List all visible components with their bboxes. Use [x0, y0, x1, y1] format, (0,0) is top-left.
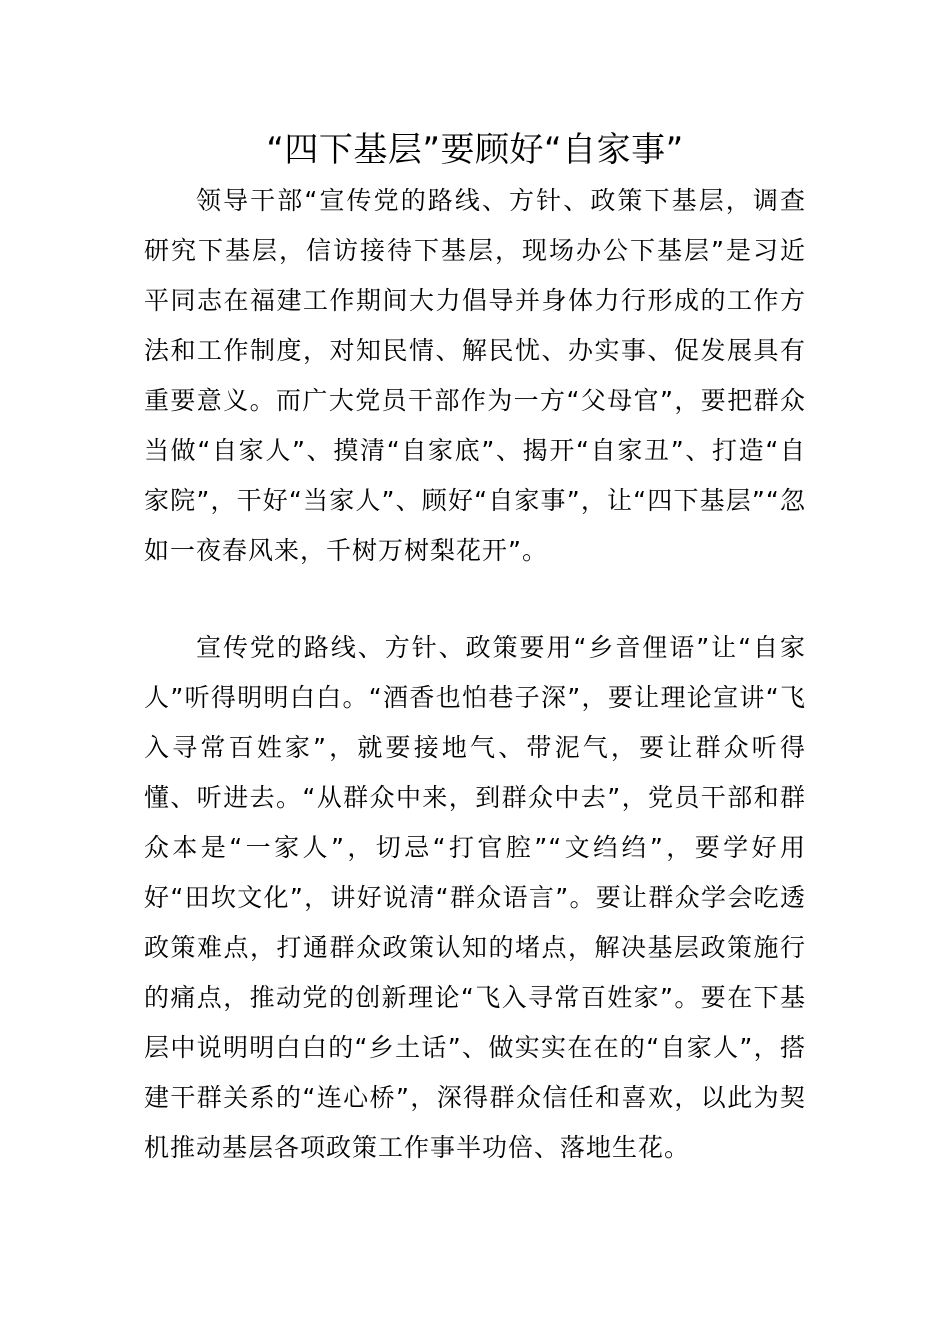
paragraph-2: 宣传党的路线、方针、政策要用“乡音俚语”让“自家人”听得明明白白。“酒香也怕巷子深”，要让理论宣讲“飞入寻常百姓家”，就要接地气、带泥气，要让群众听得懂、听进去。“从群众中来，到群众中去”，党员干部和群众本是“一家人”，切忌“打官腔”“文绉绉”，要学好用好“田坎文化”，讲好说清“群众语言”。要让群众学会吃透政策难点，打通群众政策认知的堵点，解决基层政策施行的痛点，推动党的创新理论“飞入寻常百姓家”。要在下基层中说明明白白的“乡土话”、做实实在在的“自家人”，搭建干群关系的“连心桥”，深得群众信任和喜欢，以此为契机推动基层各项政策工作事半功倍、落地生花。 — [144, 633, 806, 1162]
paragraph-1: 领导干部“宣传党的路线、方针、政策下基层，调查研究下基层，信访接待下基层，现场办公下基层”是习近平同志在福建工作期间大力倡导并身体力行形成的工作方法和工作制度，对知民情、解民忧、办实事、促发展具有重要意义。而广大党员干部作为一方“父母官”，要把群众当做“自家人”、摸清“自家底”、揭开“自家丑”、打造“自家院”，干好“当家人”、顾好“自家事”，让“四下基层”“忽如一夜春风来，千树万树梨花开”。 — [144, 186, 806, 565]
document-title: “四下基层”要顾好“自家事” — [266, 130, 684, 170]
